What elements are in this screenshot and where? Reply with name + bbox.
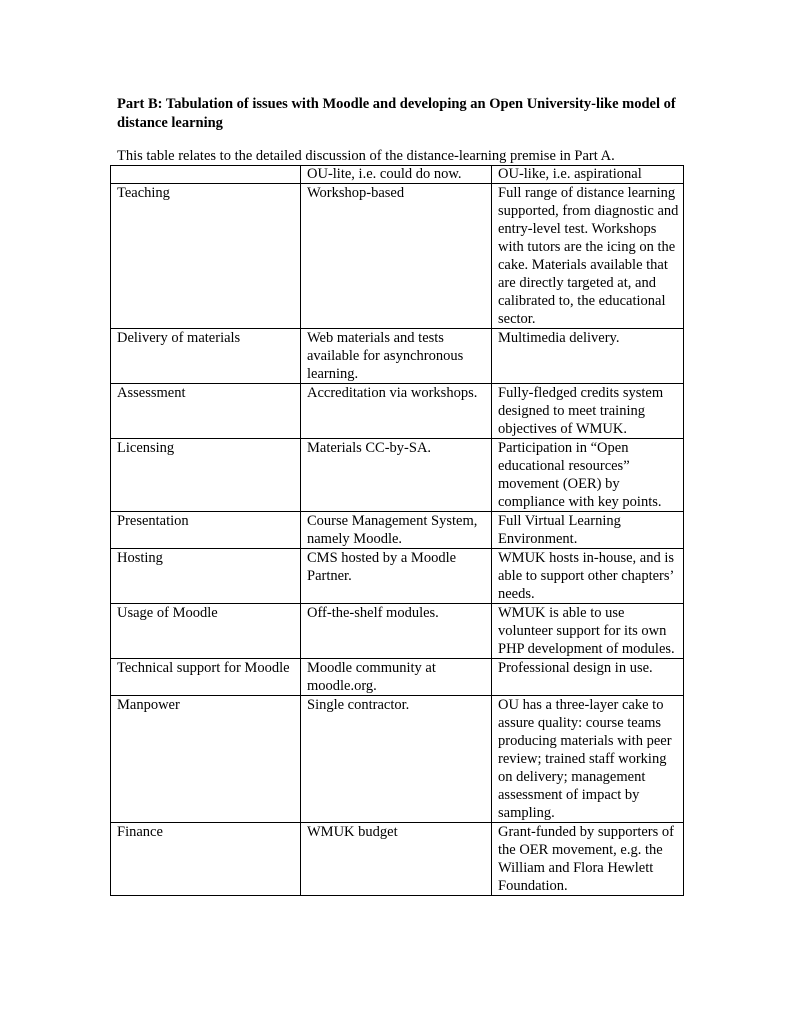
table-row bbox=[111, 384, 684, 439]
row-label: Presentation bbox=[111, 512, 301, 549]
table-row bbox=[111, 329, 684, 384]
table-row bbox=[111, 604, 684, 659]
table-row bbox=[111, 549, 684, 604]
row-label: Delivery of materials bbox=[111, 329, 301, 384]
ou-like-cell: Multimedia delivery. bbox=[492, 329, 684, 384]
document-title: Part B: Tabulation of issues with Moodle and developing an Open University-like model of distance learning bbox=[117, 96, 676, 131]
row-label: Hosting bbox=[111, 549, 301, 604]
ou-like-cell: Professional design in use. bbox=[492, 659, 684, 696]
table-row bbox=[111, 696, 684, 823]
table-row bbox=[111, 659, 684, 696]
table-row bbox=[111, 439, 684, 512]
ou-lite-cell: Moodle community at moodle.org. bbox=[301, 659, 492, 696]
row-label: Finance bbox=[111, 823, 301, 896]
ou-like-cell: WMUK hosts in-house, and is able to support other chapters’ needs. bbox=[492, 549, 684, 604]
ou-like-cell: Fully-fledged credits system designed to meet training objectives of WMUK. bbox=[492, 384, 684, 439]
intro-paragraph: This table relates to the detailed discussion of the distance-learning premise in Part A. bbox=[117, 148, 615, 164]
row-label: Usage of Moodle bbox=[111, 604, 301, 659]
row-label: Teaching bbox=[111, 184, 301, 329]
header-cell-ou-like: OU-like, i.e. aspirational bbox=[492, 166, 684, 184]
table-row bbox=[111, 512, 684, 549]
header-cell-issue bbox=[111, 166, 301, 184]
ou-lite-cell: Single contractor. bbox=[301, 696, 492, 823]
ou-lite-cell: Course Management System, namely Moodle. bbox=[301, 512, 492, 549]
ou-like-cell: Grant-funded by supporters of the OER movement, e.g. the William and Flora Hewlett Foundation. bbox=[492, 823, 684, 896]
ou-lite-cell: Web materials and tests available for asynchronous learning. bbox=[301, 329, 492, 384]
ou-lite-cell: Workshop-based bbox=[301, 184, 492, 329]
ou-lite-cell: CMS hosted by a Moodle Partner. bbox=[301, 549, 492, 604]
ou-lite-cell: Off-the-shelf modules. bbox=[301, 604, 492, 659]
row-label: Technical support for Moodle bbox=[111, 659, 301, 696]
row-label: Assessment bbox=[111, 384, 301, 439]
ou-like-cell: Full range of distance learning supported, from diagnostic and entry-level test. Workshops with tutors are the icing on the cake. Materials available that are directly targeted at, and calibrated to, the educational sector. bbox=[492, 184, 684, 329]
row-label: Licensing bbox=[111, 439, 301, 512]
row-label: Manpower bbox=[111, 696, 301, 823]
table-header-row bbox=[111, 166, 684, 184]
ou-lite-cell: WMUK budget bbox=[301, 823, 492, 896]
header-cell-ou-lite: OU-lite, i.e. could do now. bbox=[301, 166, 492, 184]
table-row bbox=[111, 184, 684, 329]
ou-like-cell: Participation in “Open educational resources” movement (OER) by compliance with key points. bbox=[492, 439, 684, 512]
ou-lite-cell: Materials CC-by-SA. bbox=[301, 439, 492, 512]
ou-like-cell: Full Virtual Learning Environment. bbox=[492, 512, 684, 549]
issues-table bbox=[110, 165, 684, 896]
ou-lite-cell: Accreditation via workshops. bbox=[301, 384, 492, 439]
ou-like-cell: WMUK is able to use volunteer support for its own PHP development of modules. bbox=[492, 604, 684, 659]
ou-like-cell: OU has a three-layer cake to assure quality: course teams producing materials with peer review; trained staff working on delivery; management assessment of impact by sampling. bbox=[492, 696, 684, 823]
table-row bbox=[111, 823, 684, 896]
